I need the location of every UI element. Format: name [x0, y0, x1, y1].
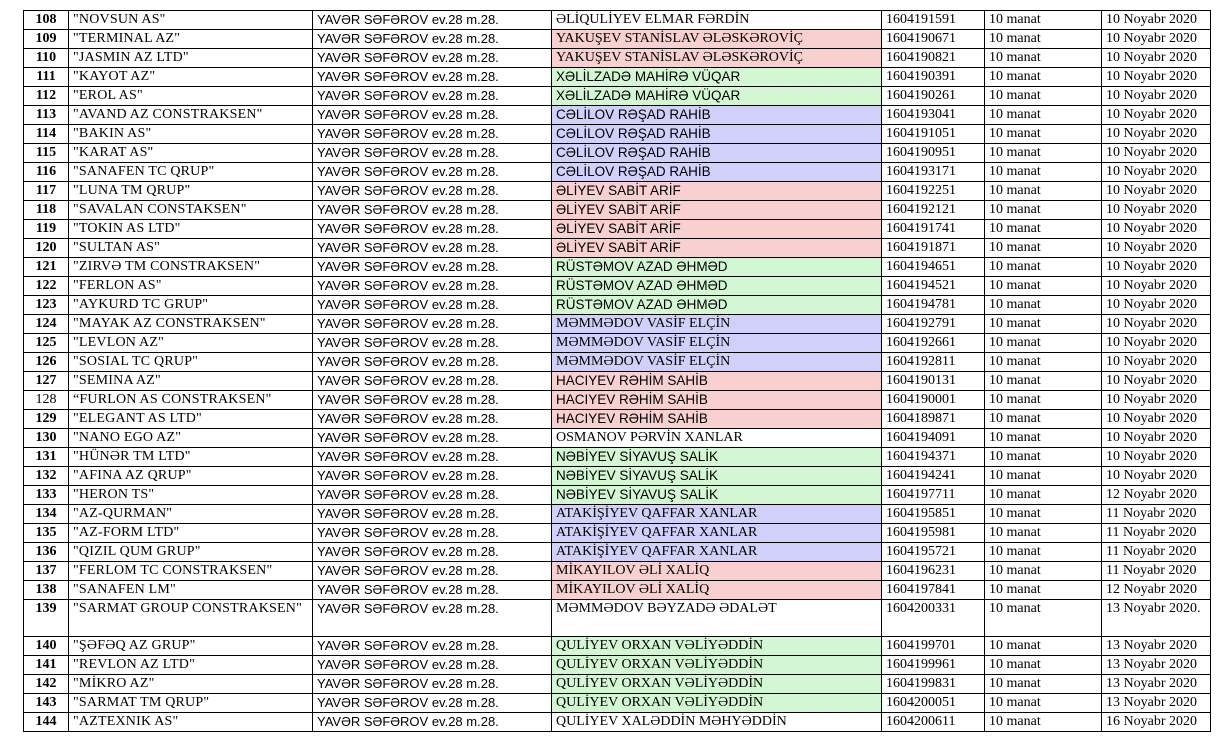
row-number-cell: 139	[24, 600, 69, 637]
registration-id-cell: 1604196231	[882, 562, 985, 581]
company-name-cell: "ELEGANT AS LTD"	[69, 410, 313, 429]
person-name-cell: CƏLİLOV RƏŞAD RAHİB	[552, 144, 882, 163]
owner-address-cell: YAVƏR SƏFƏROV ev.28 m.28.	[313, 239, 552, 258]
registration-id-cell: 1604191591	[882, 11, 985, 30]
row-number-cell: 108	[24, 11, 69, 30]
amount-cell: 10 manat	[985, 637, 1102, 656]
owner-address-cell: YAVƏR SƏFƏROV ev.28 m.28.	[313, 410, 552, 429]
table-row	[24, 201, 1211, 220]
registration-id-cell: 1604194651	[882, 258, 985, 277]
company-name-cell: "TOKIN AS LTD"	[69, 220, 313, 239]
registration-id-cell: 1604195851	[882, 505, 985, 524]
company-name-cell: "KARAT AS"	[69, 144, 313, 163]
date-cell: 10 Noyabr 2020	[1102, 372, 1211, 391]
row-number-cell: 111	[24, 68, 69, 87]
date-cell: 10 Noyabr 2020	[1102, 391, 1211, 410]
date-cell: 10 Noyabr 2020	[1102, 11, 1211, 30]
person-name-cell: QULİYEV ORXAN VƏLİYƏDDİN	[552, 656, 882, 675]
date-cell: 10 Noyabr 2020	[1102, 163, 1211, 182]
row-number-cell: 142	[24, 675, 69, 694]
amount-cell: 10 manat	[985, 201, 1102, 220]
table-row	[24, 68, 1211, 87]
table-row	[24, 258, 1211, 277]
person-name-cell: ATAKİŞİYEV QAFFAR XANLAR	[552, 543, 882, 562]
person-name-cell: MƏMMƏDOV BƏYZADƏ ƏDALƏT	[552, 600, 882, 637]
amount-cell: 10 manat	[985, 372, 1102, 391]
company-name-cell: "SOSIAL TC QRUP"	[69, 353, 313, 372]
person-name-cell: HACIYEV RƏHİM SAHİB	[552, 391, 882, 410]
amount-cell: 10 manat	[985, 277, 1102, 296]
registration-id-cell: 1604195721	[882, 543, 985, 562]
registration-id-cell: 1604190261	[882, 87, 985, 106]
person-name-cell: QULİYEV ORXAN VƏLİYƏDDİN	[552, 675, 882, 694]
registration-id-cell: 1604190951	[882, 144, 985, 163]
amount-cell: 10 manat	[985, 713, 1102, 732]
company-name-cell: "AZTEXNIK AS"	[69, 713, 313, 732]
company-name-cell: "SARMAT TM QRUP"	[69, 694, 313, 713]
row-number-cell: 127	[24, 372, 69, 391]
registration-id-cell: 1604192661	[882, 334, 985, 353]
date-cell: 11 Noyabr 2020	[1102, 524, 1211, 543]
row-number-cell: 118	[24, 201, 69, 220]
registration-id-cell: 1604193041	[882, 106, 985, 125]
row-number-cell: 128	[24, 391, 69, 410]
amount-cell: 10 manat	[985, 106, 1102, 125]
table-row	[24, 11, 1211, 30]
person-name-cell: CƏLİLOV RƏŞAD RAHİB	[552, 163, 882, 182]
date-cell: 10 Noyabr 2020	[1102, 30, 1211, 49]
person-name-cell: RÜSTƏMOV AZAD ƏHMƏD	[552, 277, 882, 296]
owner-address-cell: YAVƏR SƏFƏROV ev.28 m.28.	[313, 144, 552, 163]
row-number-cell: 125	[24, 334, 69, 353]
owner-address-cell: YAVƏR SƏFƏROV ev.28 m.28.	[313, 581, 552, 600]
amount-cell: 10 manat	[985, 87, 1102, 106]
owner-address-cell: YAVƏR SƏFƏROV ev.28 m.28.	[313, 486, 552, 505]
registration-id-cell: 1604192791	[882, 315, 985, 334]
company-name-cell: "BAKIN AS"	[69, 125, 313, 144]
table-row	[24, 87, 1211, 106]
table-row	[24, 239, 1211, 258]
table-row	[24, 410, 1211, 429]
owner-address-cell: YAVƏR SƏFƏROV ev.28 m.28.	[313, 429, 552, 448]
table-row	[24, 30, 1211, 49]
owner-address-cell: YAVƏR SƏFƏROV ev.28 m.28.	[313, 600, 552, 637]
date-cell: 10 Noyabr 2020	[1102, 201, 1211, 220]
person-name-cell: CƏLİLOV RƏŞAD RAHİB	[552, 106, 882, 125]
row-number-cell: 126	[24, 353, 69, 372]
date-cell: 13 Noyabr 2020	[1102, 656, 1211, 675]
date-cell: 11 Noyabr 2020	[1102, 562, 1211, 581]
row-number-cell: 109	[24, 30, 69, 49]
table-row	[24, 543, 1211, 562]
document-page	[23, 10, 1211, 732]
row-number-cell: 143	[24, 694, 69, 713]
date-cell: 13 Noyabr 2020	[1102, 637, 1211, 656]
company-name-cell: "SANAFEN LM"	[69, 581, 313, 600]
date-cell: 10 Noyabr 2020	[1102, 258, 1211, 277]
company-name-cell: "AFINA AZ QRUP"	[69, 467, 313, 486]
owner-address-cell: YAVƏR SƏFƏROV ev.28 m.28.	[313, 637, 552, 656]
owner-address-cell: YAVƏR SƏFƏROV ev.28 m.28.	[313, 562, 552, 581]
owner-address-cell: YAVƏR SƏFƏROV ev.28 m.28.	[313, 106, 552, 125]
person-name-cell: MƏMMƏDOV VASİF ELÇİN	[552, 315, 882, 334]
date-cell: 12 Noyabr 2020	[1102, 486, 1211, 505]
table-row	[24, 675, 1211, 694]
owner-address-cell: YAVƏR SƏFƏROV ev.28 m.28.	[313, 296, 552, 315]
person-name-cell: ƏLİYEV SABİT ARİF	[552, 201, 882, 220]
registration-id-cell: 1604200611	[882, 713, 985, 732]
amount-cell: 10 manat	[985, 30, 1102, 49]
registration-id-cell: 1604194371	[882, 448, 985, 467]
table-row	[24, 296, 1211, 315]
date-cell: 13 Noyabr 2020.	[1102, 600, 1211, 637]
company-name-cell: "NOVSUN AS"	[69, 11, 313, 30]
amount-cell: 10 manat	[985, 410, 1102, 429]
table-row	[24, 372, 1211, 391]
amount-cell: 10 manat	[985, 182, 1102, 201]
date-cell: 10 Noyabr 2020	[1102, 410, 1211, 429]
date-cell: 10 Noyabr 2020	[1102, 239, 1211, 258]
company-name-cell: "LUNA TM QRUP"	[69, 182, 313, 201]
person-name-cell: HACIYEV RƏHİM SAHİB	[552, 372, 882, 391]
owner-address-cell: YAVƏR SƏFƏROV ev.28 m.28.	[313, 87, 552, 106]
row-number-cell: 112	[24, 87, 69, 106]
company-name-cell: "AZ-QURMAN"	[69, 505, 313, 524]
row-number-cell: 123	[24, 296, 69, 315]
date-cell: 10 Noyabr 2020	[1102, 182, 1211, 201]
date-cell: 13 Noyabr 2020	[1102, 694, 1211, 713]
amount-cell: 10 manat	[985, 429, 1102, 448]
table-row	[24, 220, 1211, 239]
person-name-cell: RÜSTƏMOV AZAD ƏHMƏD	[552, 296, 882, 315]
company-name-cell: "SARMAT GROUP CONSTRAKSEN"	[69, 600, 313, 637]
date-cell: 10 Noyabr 2020	[1102, 277, 1211, 296]
row-number-cell: 122	[24, 277, 69, 296]
date-cell: 10 Noyabr 2020	[1102, 467, 1211, 486]
date-cell: 10 Noyabr 2020	[1102, 448, 1211, 467]
row-number-cell: 138	[24, 581, 69, 600]
amount-cell: 10 manat	[985, 334, 1102, 353]
owner-address-cell: YAVƏR SƏFƏROV ev.28 m.28.	[313, 163, 552, 182]
amount-cell: 10 manat	[985, 467, 1102, 486]
amount-cell: 10 manat	[985, 524, 1102, 543]
registration-id-cell: 1604190131	[882, 372, 985, 391]
registration-id-cell: 1604190821	[882, 49, 985, 68]
row-number-cell: 117	[24, 182, 69, 201]
row-number-cell: 131	[24, 448, 69, 467]
company-name-cell: "REVLON AZ LTD"	[69, 656, 313, 675]
amount-cell: 10 manat	[985, 125, 1102, 144]
person-name-cell: MƏMMƏDOV VASİF ELÇİN	[552, 353, 882, 372]
person-name-cell: ƏLİQULİYEV ELMAR FƏRDİN	[552, 11, 882, 30]
registration-id-cell: 1604191051	[882, 125, 985, 144]
amount-cell: 10 manat	[985, 163, 1102, 182]
row-number-cell: 114	[24, 125, 69, 144]
row-number-cell: 137	[24, 562, 69, 581]
person-name-cell: QULİYEV ORXAN VƏLİYƏDDİN	[552, 694, 882, 713]
owner-address-cell: YAVƏR SƏFƏROV ev.28 m.28.	[313, 675, 552, 694]
owner-address-cell: YAVƏR SƏFƏROV ev.28 m.28.	[313, 372, 552, 391]
person-name-cell: RÜSTƏMOV AZAD ƏHMƏD	[552, 258, 882, 277]
owner-address-cell: YAVƏR SƏFƏROV ev.28 m.28.	[313, 505, 552, 524]
company-name-cell: "MAYAK AZ CONSTRAKSEN"	[69, 315, 313, 334]
table-row	[24, 106, 1211, 125]
table-row	[24, 391, 1211, 410]
row-number-cell: 130	[24, 429, 69, 448]
company-name-cell: "HÜNƏR TM LTD"	[69, 448, 313, 467]
owner-address-cell: YAVƏR SƏFƏROV ev.28 m.28.	[313, 220, 552, 239]
person-name-cell: CƏLİLOV RƏŞAD RAHİB	[552, 125, 882, 144]
company-name-cell: "NANO EGO AZ"	[69, 429, 313, 448]
amount-cell: 10 manat	[985, 600, 1102, 637]
registration-id-cell: 1604194521	[882, 277, 985, 296]
date-cell: 10 Noyabr 2020	[1102, 144, 1211, 163]
company-name-cell: "SEMINA AZ"	[69, 372, 313, 391]
table-row	[24, 467, 1211, 486]
company-name-cell: "AVAND AZ CONSTRAKSEN"	[69, 106, 313, 125]
row-number-cell: 135	[24, 524, 69, 543]
registration-id-cell: 1604195981	[882, 524, 985, 543]
registry-table	[23, 10, 1211, 732]
company-name-cell: "QIZIL QUM GRUP"	[69, 543, 313, 562]
person-name-cell: ƏLİYEV SABİT ARİF	[552, 182, 882, 201]
amount-cell: 10 manat	[985, 220, 1102, 239]
person-name-cell: YAKUŞEV STANİSLAV ƏLƏSKƏROVİÇ	[552, 49, 882, 68]
row-number-cell: 115	[24, 144, 69, 163]
row-number-cell: 110	[24, 49, 69, 68]
amount-cell: 10 manat	[985, 656, 1102, 675]
owner-address-cell: YAVƏR SƏFƏROV ev.28 m.28.	[313, 125, 552, 144]
table-row	[24, 637, 1211, 656]
row-number-cell: 119	[24, 220, 69, 239]
row-number-cell: 132	[24, 467, 69, 486]
date-cell: 10 Noyabr 2020	[1102, 429, 1211, 448]
registration-id-cell: 1604190671	[882, 30, 985, 49]
person-name-cell: MİKAYILOV ƏLİ XALİQ	[552, 581, 882, 600]
amount-cell: 10 manat	[985, 505, 1102, 524]
registration-id-cell: 1604199961	[882, 656, 985, 675]
person-name-cell: ƏLİYEV SABİT ARİF	[552, 220, 882, 239]
table-row	[24, 163, 1211, 182]
amount-cell: 10 manat	[985, 315, 1102, 334]
company-name-cell: "TERMINAL AZ"	[69, 30, 313, 49]
person-name-cell: NƏBİYEV SİYAVUŞ SALİK	[552, 448, 882, 467]
registration-id-cell: 1604193171	[882, 163, 985, 182]
registration-id-cell: 1604197841	[882, 581, 985, 600]
company-name-cell: "EROL AS"	[69, 87, 313, 106]
table-row	[24, 486, 1211, 505]
table-row	[24, 505, 1211, 524]
amount-cell: 10 manat	[985, 144, 1102, 163]
table-row	[24, 562, 1211, 581]
company-name-cell: "AYKURD TC GRUP"	[69, 296, 313, 315]
owner-address-cell: YAVƏR SƏFƏROV ev.28 m.28.	[313, 694, 552, 713]
company-name-cell: "MİKRO AZ"	[69, 675, 313, 694]
registration-id-cell: 1604199701	[882, 637, 985, 656]
company-name-cell: "SULTAN AS"	[69, 239, 313, 258]
registration-id-cell: 1604194241	[882, 467, 985, 486]
date-cell: 12 Noyabr 2020	[1102, 581, 1211, 600]
registration-id-cell: 1604190391	[882, 68, 985, 87]
row-number-cell: 144	[24, 713, 69, 732]
row-number-cell: 136	[24, 543, 69, 562]
amount-cell: 10 manat	[985, 258, 1102, 277]
table-row	[24, 429, 1211, 448]
amount-cell: 10 manat	[985, 486, 1102, 505]
date-cell: 10 Noyabr 2020	[1102, 315, 1211, 334]
registration-id-cell: 1604190001	[882, 391, 985, 410]
table-row	[24, 713, 1211, 732]
amount-cell: 10 manat	[985, 11, 1102, 30]
registration-id-cell: 1604199831	[882, 675, 985, 694]
table-row	[24, 334, 1211, 353]
date-cell: 10 Noyabr 2020	[1102, 334, 1211, 353]
registration-id-cell: 1604197711	[882, 486, 985, 505]
registration-id-cell: 1604192251	[882, 182, 985, 201]
registration-id-cell: 1604192121	[882, 201, 985, 220]
table-row	[24, 49, 1211, 68]
company-name-cell: "JASMIN AZ LTD"	[69, 49, 313, 68]
table-body	[24, 11, 1211, 732]
company-name-cell: "KAYOT AZ"	[69, 68, 313, 87]
row-number-cell: 124	[24, 315, 69, 334]
person-name-cell: HACIYEV RƏHİM SAHİB	[552, 410, 882, 429]
row-number-cell: 121	[24, 258, 69, 277]
table-row	[24, 315, 1211, 334]
registration-id-cell: 1604191871	[882, 239, 985, 258]
owner-address-cell: YAVƏR SƏFƏROV ev.28 m.28.	[313, 68, 552, 87]
date-cell: 10 Noyabr 2020	[1102, 296, 1211, 315]
company-name-cell: “FURLON AS CONSTRAKSEN"	[69, 391, 313, 410]
date-cell: 10 Noyabr 2020	[1102, 68, 1211, 87]
table-row	[24, 448, 1211, 467]
owner-address-cell: YAVƏR SƏFƏROV ev.28 m.28.	[313, 334, 552, 353]
person-name-cell: ƏLİYEV SABİT ARİF	[552, 239, 882, 258]
date-cell: 10 Noyabr 2020	[1102, 49, 1211, 68]
company-name-cell: "FERLOM TC CONSTRAKSEN"	[69, 562, 313, 581]
row-number-cell: 120	[24, 239, 69, 258]
amount-cell: 10 manat	[985, 296, 1102, 315]
person-name-cell: ATAKİŞİYEV QAFFAR XANLAR	[552, 505, 882, 524]
row-number-cell: 141	[24, 656, 69, 675]
date-cell: 10 Noyabr 2020	[1102, 353, 1211, 372]
registration-id-cell: 1604192811	[882, 353, 985, 372]
table-row	[24, 524, 1211, 543]
table-row	[24, 581, 1211, 600]
table-row	[24, 694, 1211, 713]
date-cell: 10 Noyabr 2020	[1102, 220, 1211, 239]
person-name-cell: ATAKİŞİYEV QAFFAR XANLAR	[552, 524, 882, 543]
amount-cell: 10 manat	[985, 391, 1102, 410]
table-row	[24, 125, 1211, 144]
amount-cell: 10 manat	[985, 353, 1102, 372]
owner-address-cell: YAVƏR SƏFƏROV ev.28 m.28.	[313, 391, 552, 410]
owner-address-cell: YAVƏR SƏFƏROV ev.28 m.28.	[313, 353, 552, 372]
company-name-cell: "SANAFEN TC QRUP"	[69, 163, 313, 182]
row-number-cell: 140	[24, 637, 69, 656]
person-name-cell: XƏLİLZADƏ MAHİRƏ VÜQAR	[552, 68, 882, 87]
amount-cell: 10 manat	[985, 239, 1102, 258]
row-number-cell: 129	[24, 410, 69, 429]
date-cell: 13 Noyabr 2020	[1102, 675, 1211, 694]
registration-id-cell: 1604191741	[882, 220, 985, 239]
registration-id-cell: 1604194091	[882, 429, 985, 448]
owner-address-cell: YAVƏR SƏFƏROV ev.28 m.28.	[313, 656, 552, 675]
table-row	[24, 277, 1211, 296]
owner-address-cell: YAVƏR SƏFƏROV ev.28 m.28.	[313, 315, 552, 334]
registration-id-cell: 1604189871	[882, 410, 985, 429]
date-cell: 16 Noyabr 2020	[1102, 713, 1211, 732]
owner-address-cell: YAVƏR SƏFƏROV ev.28 m.28.	[313, 201, 552, 220]
amount-cell: 10 manat	[985, 562, 1102, 581]
date-cell: 10 Noyabr 2020	[1102, 125, 1211, 144]
owner-address-cell: YAVƏR SƏFƏROV ev.28 m.28.	[313, 467, 552, 486]
date-cell: 11 Noyabr 2020	[1102, 505, 1211, 524]
company-name-cell: "AZ-FORM LTD"	[69, 524, 313, 543]
owner-address-cell: YAVƏR SƏFƏROV ev.28 m.28.	[313, 524, 552, 543]
person-name-cell: NƏBİYEV SİYAVUŞ SALİK	[552, 486, 882, 505]
amount-cell: 10 manat	[985, 543, 1102, 562]
person-name-cell: NƏBİYEV SİYAVUŞ SALİK	[552, 467, 882, 486]
table-row	[24, 182, 1211, 201]
person-name-cell: MİKAYILOV ƏLİ XALİQ	[552, 562, 882, 581]
amount-cell: 10 manat	[985, 675, 1102, 694]
amount-cell: 10 manat	[985, 49, 1102, 68]
person-name-cell: YAKUŞEV STANİSLAV ƏLƏSKƏROVİÇ	[552, 30, 882, 49]
company-name-cell: "SAVALAN CONSTAKSEN"	[69, 201, 313, 220]
owner-address-cell: YAVƏR SƏFƏROV ev.28 m.28.	[313, 258, 552, 277]
company-name-cell: "ŞƏFƏQ AZ GRUP"	[69, 637, 313, 656]
table-row	[24, 353, 1211, 372]
owner-address-cell: YAVƏR SƏFƏROV ev.28 m.28.	[313, 448, 552, 467]
owner-address-cell: YAVƏR SƏFƏROV ev.28 m.28.	[313, 182, 552, 201]
person-name-cell: MƏMMƏDOV VASİF ELÇİN	[552, 334, 882, 353]
table-row	[24, 600, 1211, 637]
row-number-cell: 134	[24, 505, 69, 524]
row-number-cell: 116	[24, 163, 69, 182]
owner-address-cell: YAVƏR SƏFƏROV ev.28 m.28.	[313, 49, 552, 68]
person-name-cell: QULİYEV ORXAN VƏLİYƏDDİN	[552, 637, 882, 656]
person-name-cell: XƏLİLZADƏ MAHİRƏ VÜQAR	[552, 87, 882, 106]
company-name-cell: "LEVLON AZ"	[69, 334, 313, 353]
date-cell: 10 Noyabr 2020	[1102, 87, 1211, 106]
company-name-cell: "ZIRVƏ TM CONSTRAKSEN"	[69, 258, 313, 277]
registration-id-cell: 1604194781	[882, 296, 985, 315]
amount-cell: 10 manat	[985, 448, 1102, 467]
owner-address-cell: YAVƏR SƏFƏROV ev.28 m.28.	[313, 30, 552, 49]
amount-cell: 10 manat	[985, 581, 1102, 600]
company-name-cell: "FERLON AS"	[69, 277, 313, 296]
registration-id-cell: 1604200051	[882, 694, 985, 713]
table-row	[24, 144, 1211, 163]
owner-address-cell: YAVƏR SƏFƏROV ev.28 m.28.	[313, 543, 552, 562]
company-name-cell: "HERON TS"	[69, 486, 313, 505]
owner-address-cell: YAVƏR SƏFƏROV ev.28 m.28.	[313, 11, 552, 30]
amount-cell: 10 manat	[985, 694, 1102, 713]
date-cell: 11 Noyabr 2020	[1102, 543, 1211, 562]
owner-address-cell: YAVƏR SƏFƏROV ev.28 m.28.	[313, 713, 552, 732]
person-name-cell: OSMANOV PƏRVİN XANLAR	[552, 429, 882, 448]
table-row	[24, 656, 1211, 675]
row-number-cell: 113	[24, 106, 69, 125]
row-number-cell: 133	[24, 486, 69, 505]
person-name-cell: QULİYEV XALƏDDİN MƏHYƏDDİN	[552, 713, 882, 732]
amount-cell: 10 manat	[985, 68, 1102, 87]
date-cell: 10 Noyabr 2020	[1102, 106, 1211, 125]
owner-address-cell: YAVƏR SƏFƏROV ev.28 m.28.	[313, 277, 552, 296]
registration-id-cell: 1604200331	[882, 600, 985, 637]
